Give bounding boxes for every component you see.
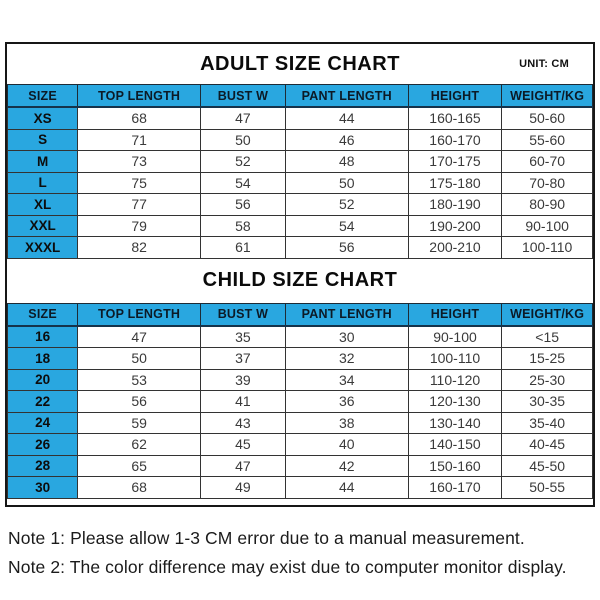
value-cell: 42: [285, 455, 408, 477]
table-row: [8, 391, 593, 413]
value-cell: 50: [285, 172, 408, 194]
note-line-2: Note 2: The color difference may exist due to computer monitor display.: [8, 557, 567, 577]
value-cell: 44: [285, 477, 408, 499]
column-header: SIZE: [8, 303, 78, 326]
column-header: BUST W: [201, 85, 286, 108]
size-cell: 22: [8, 391, 78, 413]
size-cell: 30: [8, 477, 78, 499]
value-cell: 50: [78, 348, 201, 370]
value-cell: 48: [285, 151, 408, 173]
value-cell: 35-40: [502, 412, 593, 434]
value-cell: 30: [285, 326, 408, 348]
value-cell: 90-100: [408, 326, 502, 348]
value-cell: 47: [201, 107, 286, 129]
value-cell: 50-55: [502, 477, 593, 499]
value-cell: 62: [78, 434, 201, 456]
child-size-table: [7, 303, 593, 499]
value-cell: 47: [78, 326, 201, 348]
column-header: PANT LENGTH: [285, 85, 408, 108]
value-cell: 34: [285, 369, 408, 391]
header-row: [8, 85, 593, 108]
adult-size-table: [7, 84, 593, 259]
size-cell: XS: [8, 107, 78, 129]
value-cell: 77: [78, 194, 201, 216]
table-row: [8, 151, 593, 173]
value-cell: 54: [201, 172, 286, 194]
column-header: SIZE: [8, 85, 78, 108]
value-cell: 130-140: [408, 412, 502, 434]
value-cell: 68: [78, 107, 201, 129]
size-cell: 18: [8, 348, 78, 370]
column-header: HEIGHT: [408, 85, 502, 108]
size-cell: 28: [8, 455, 78, 477]
table-row: [8, 172, 593, 194]
size-cell: 16: [8, 326, 78, 348]
value-cell: 71: [78, 129, 201, 151]
table-row: [8, 129, 593, 151]
value-cell: 61: [201, 237, 286, 259]
column-header: WEIGHT/KG: [502, 303, 593, 326]
value-cell: 160-170: [408, 129, 502, 151]
value-cell: 54: [285, 215, 408, 237]
value-cell: 38: [285, 412, 408, 434]
header-row: [8, 303, 593, 326]
table-row: [8, 326, 593, 348]
size-cell: S: [8, 129, 78, 151]
value-cell: 52: [201, 151, 286, 173]
value-cell: 37: [201, 348, 286, 370]
value-cell: 160-170: [408, 477, 502, 499]
table-row: [8, 237, 593, 259]
column-header: TOP LENGTH: [78, 303, 201, 326]
size-cell: L: [8, 172, 78, 194]
value-cell: 56: [285, 237, 408, 259]
value-cell: 40: [285, 434, 408, 456]
size-cell: M: [8, 151, 78, 173]
note-line-1: Note 1: Please allow 1-3 CM error due to a manual measurement.: [8, 528, 525, 548]
column-header: TOP LENGTH: [78, 85, 201, 108]
value-cell: 170-175: [408, 151, 502, 173]
value-cell: 52: [285, 194, 408, 216]
table-row: [8, 107, 593, 129]
table-row: [8, 477, 593, 499]
column-header: BUST W: [201, 303, 286, 326]
value-cell: 35: [201, 326, 286, 348]
adult-chart-title-row: [7, 44, 593, 84]
value-cell: 100-110: [408, 348, 502, 370]
size-chart-box: [5, 42, 595, 507]
value-cell: 55-60: [502, 129, 593, 151]
value-cell: 46: [285, 129, 408, 151]
size-cell: XL: [8, 194, 78, 216]
adult-chart-title: ADULT SIZE CHART: [200, 52, 400, 75]
value-cell: 44: [285, 107, 408, 129]
value-cell: 82: [78, 237, 201, 259]
value-cell: 73: [78, 151, 201, 173]
value-cell: 160-165: [408, 107, 502, 129]
value-cell: 43: [201, 412, 286, 434]
value-cell: 45-50: [502, 455, 593, 477]
column-header: PANT LENGTH: [285, 303, 408, 326]
value-cell: 110-120: [408, 369, 502, 391]
value-cell: 60-70: [502, 151, 593, 173]
value-cell: 25-30: [502, 369, 593, 391]
value-cell: 150-160: [408, 455, 502, 477]
value-cell: 175-180: [408, 172, 502, 194]
table-row: [8, 194, 593, 216]
column-header: WEIGHT/KG: [502, 85, 593, 108]
value-cell: 190-200: [408, 215, 502, 237]
value-cell: 70-80: [502, 172, 593, 194]
value-cell: 58: [201, 215, 286, 237]
size-cell: 20: [8, 369, 78, 391]
value-cell: 41: [201, 391, 286, 413]
table-row: [8, 369, 593, 391]
value-cell: 32: [285, 348, 408, 370]
value-cell: <15: [502, 326, 593, 348]
value-cell: 140-150: [408, 434, 502, 456]
value-cell: 40-45: [502, 434, 593, 456]
value-cell: 180-190: [408, 194, 502, 216]
value-cell: 79: [78, 215, 201, 237]
value-cell: 80-90: [502, 194, 593, 216]
column-header: HEIGHT: [408, 303, 502, 326]
size-cell: 26: [8, 434, 78, 456]
table-row: [8, 412, 593, 434]
size-cell: 24: [8, 412, 78, 434]
child-chart-title-row: [7, 259, 593, 303]
table-row: [8, 455, 593, 477]
value-cell: 68: [78, 477, 201, 499]
value-cell: 50: [201, 129, 286, 151]
value-cell: 53: [78, 369, 201, 391]
value-cell: 36: [285, 391, 408, 413]
value-cell: 200-210: [408, 237, 502, 259]
value-cell: 56: [201, 194, 286, 216]
value-cell: 59: [78, 412, 201, 434]
value-cell: 100-110: [502, 237, 593, 259]
table-row: [8, 348, 593, 370]
notes: [8, 524, 596, 582]
table-row: [8, 434, 593, 456]
value-cell: 15-25: [502, 348, 593, 370]
unit-label: UNIT: CM: [519, 58, 569, 70]
table-row: [8, 215, 593, 237]
value-cell: 120-130: [408, 391, 502, 413]
value-cell: 90-100: [502, 215, 593, 237]
value-cell: 65: [78, 455, 201, 477]
value-cell: 45: [201, 434, 286, 456]
value-cell: 56: [78, 391, 201, 413]
size-cell: XXL: [8, 215, 78, 237]
size-cell: XXXL: [8, 237, 78, 259]
value-cell: 75: [78, 172, 201, 194]
value-cell: 49: [201, 477, 286, 499]
value-cell: 47: [201, 455, 286, 477]
value-cell: 30-35: [502, 391, 593, 413]
value-cell: 50-60: [502, 107, 593, 129]
child-chart-title: CHILD SIZE CHART: [202, 269, 398, 291]
value-cell: 39: [201, 369, 286, 391]
